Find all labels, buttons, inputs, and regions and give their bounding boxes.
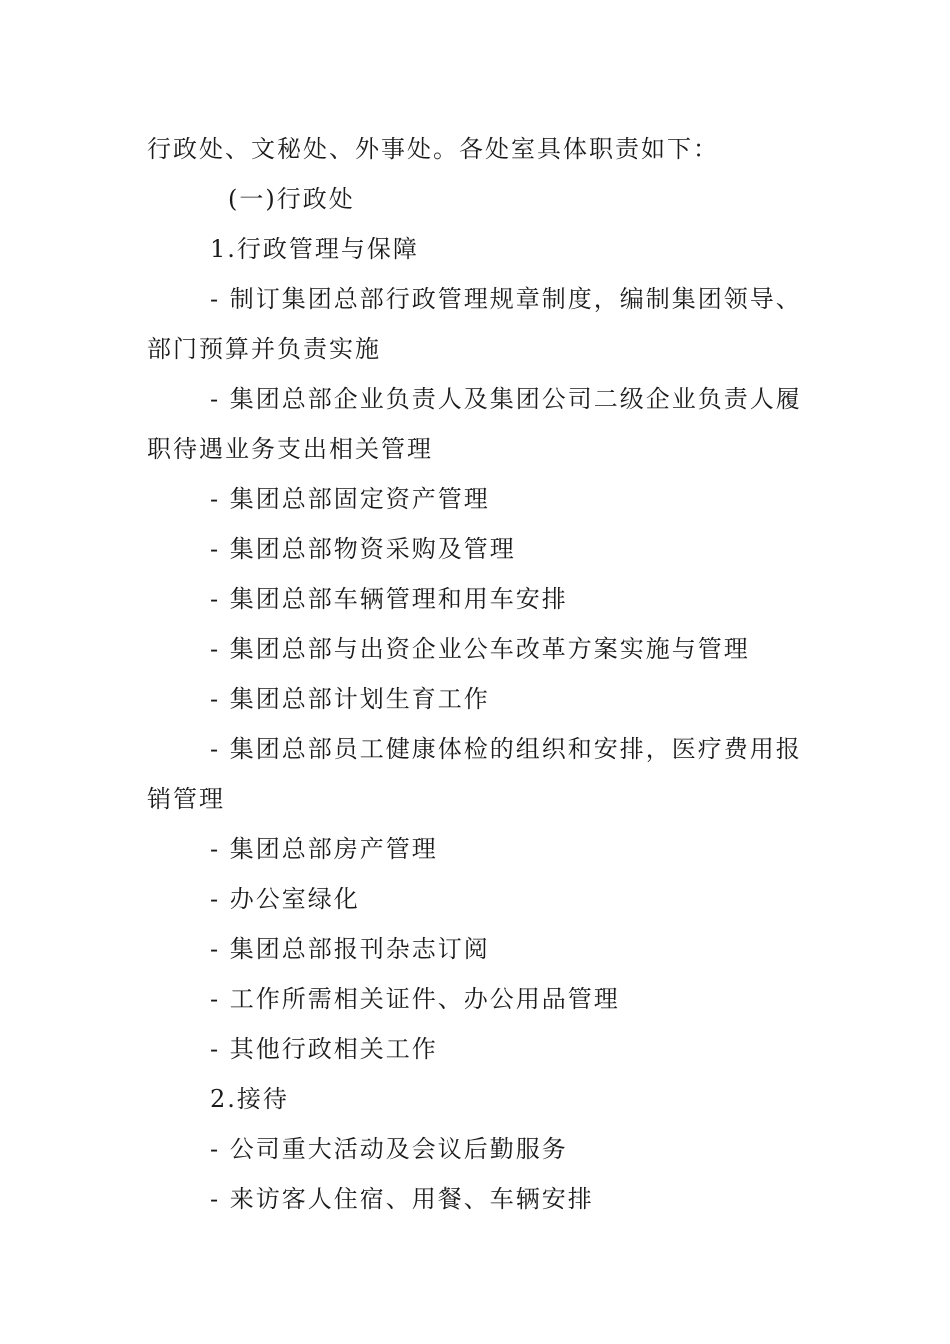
section-heading: (一)行政处 <box>228 185 355 213</box>
subsection-heading: 1.行政管理与保障 <box>210 235 419 263</box>
list-item: - 集团总部企业负责人及集团公司二级企业负责人履 <box>210 385 802 413</box>
list-item: - 集团总部房产管理 <box>210 835 438 863</box>
list-item: - 工作所需相关证件、办公用品管理 <box>210 985 620 1013</box>
list-item: - 集团总部报刊杂志订阅 <box>210 935 490 963</box>
list-item: - 集团总部物资采购及管理 <box>210 535 516 563</box>
list-item: - 集团总部员工健康体检的组织和安排，医疗费用报 <box>210 735 802 763</box>
list-item-continuation: 销管理 <box>147 785 225 813</box>
list-item: - 集团总部车辆管理和用车安排 <box>210 585 568 613</box>
list-item: - 集团总部计划生育工作 <box>210 685 490 713</box>
list-item: - 公司重大活动及会议后勤服务 <box>210 1135 568 1163</box>
list-item: - 集团总部与出资企业公车改革方案实施与管理 <box>210 635 750 663</box>
list-item: - 制订集团总部行政管理规章制度，编制集团领导、 <box>210 285 802 313</box>
subsection-heading: 2.接待 <box>210 1085 289 1113</box>
list-item-continuation: 职待遇业务支出相关管理 <box>147 435 433 463</box>
list-item: - 集团总部固定资产管理 <box>210 485 490 513</box>
list-item: - 其他行政相关工作 <box>210 1035 438 1063</box>
list-item: - 来访客人住宿、用餐、车辆安排 <box>210 1185 594 1213</box>
list-item-continuation: 部门预算并负责实施 <box>147 335 381 363</box>
text-line: 行政处、文秘处、外事处。各处室具体职责如下： <box>147 135 719 163</box>
list-item: - 办公室绿化 <box>210 885 360 913</box>
